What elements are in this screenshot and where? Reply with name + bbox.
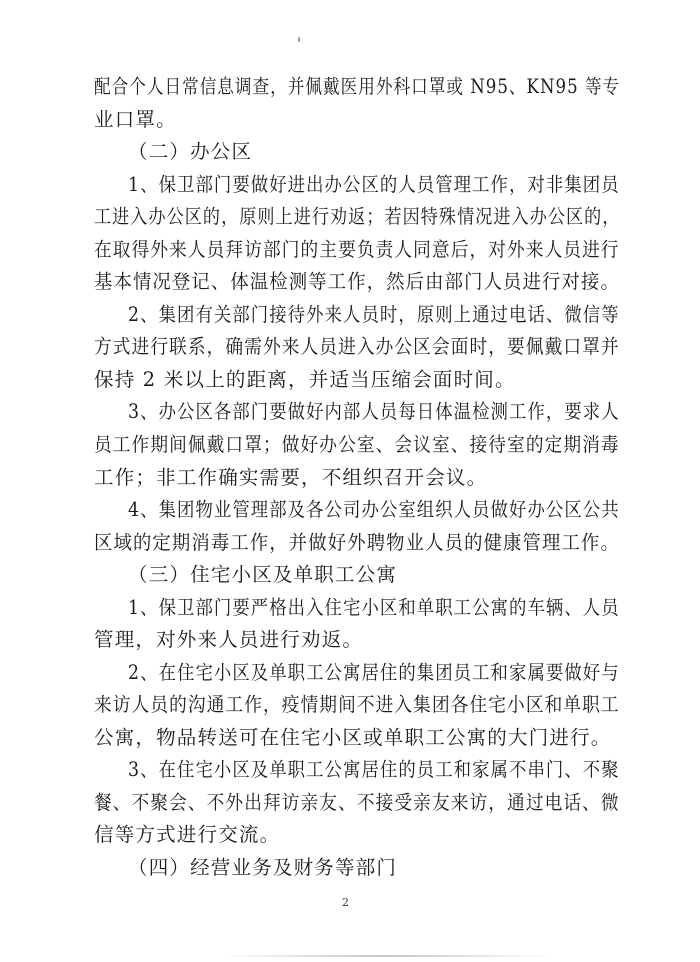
text-line-24: 信等方式进行交流。 (94, 823, 281, 846)
text-line-14: 4、集团物业管理部及各公司办公室组织人员做好办公区公共 (128, 498, 620, 521)
text-line-20: 来访人员的沟通工作，疫情期间不进入集团各住宅小区和单职工 (94, 693, 620, 716)
scan-edge (220, 955, 550, 957)
text-line-15: 区域的定期消毒工作，并做好外聘物业人员的健康管理工作。 (94, 531, 620, 554)
text-line-5: 工进入办公区的，原则上进行劝返；若因特殊情况进入办公区的， (94, 205, 621, 228)
text-line-10: 保持 2 米以上的距离，并适当压缩会面时间。 (94, 368, 516, 391)
text-line-6: 在取得外来人员拜访部门的主要负责人同意后，对外来人员进行 (94, 238, 620, 261)
section-heading-residential: （三）住宅小区及单职工公寓 (128, 563, 398, 586)
text-line-1: 配合个人日常信息调查，并佩戴医用外科口罩或 N95、KN95 等专 (94, 75, 621, 98)
text-line-7: 基本情况登记、体温检测等工作，然后由部门人员进行对接。 (94, 270, 620, 293)
text-line-12: 员工作期间佩戴口罩；做好办公室、会议室、接待室的定期消毒 (94, 433, 620, 456)
scan-speck (298, 37, 300, 42)
text-line-22: 3、在住宅小区及单职工公寓居住的员工和家属不串门、不聚 (128, 758, 620, 781)
text-line-19: 2、在住宅小区及单职工公寓居住的集团员工和家属要做好与 (128, 661, 620, 684)
text-line-9: 方式进行联系，确需外来人员进入办公区会面时，要佩戴口罩并 (94, 335, 620, 358)
section-heading-business: （四）经营业务及财务等部门 (128, 856, 398, 879)
text-line-8: 2、集团有关部门接待外来人员时，原则上通过电话、微信等 (128, 303, 620, 326)
text-line-11: 3、办公区各部门要做好内部人员每日体温检测工作，要求人 (128, 400, 620, 423)
page-number: 2 (342, 896, 349, 909)
text-line-23: 餐、不聚会、不外出拜访亲友、不接受亲友来访，通过电话、微 (94, 791, 620, 814)
text-line-21: 公寓，物品转送可在住宅小区或单职工公寓的大门进行。 (94, 726, 612, 749)
text-line-4: 1、保卫部门要做好进出办公区的人员管理工作，对非集团员 (128, 173, 620, 196)
section-heading-office: （二）办公区 (128, 140, 253, 163)
text-line-13: 工作；非工作确实需要，不组织召开会议。 (94, 466, 488, 489)
text-line-2: 业口罩。 (94, 108, 177, 131)
text-line-17: 1、保卫部门要严格出入住宅小区和单职工公寓的车辆、人员 (128, 596, 620, 619)
text-line-18: 管理，对外来人员进行劝返。 (94, 628, 364, 651)
